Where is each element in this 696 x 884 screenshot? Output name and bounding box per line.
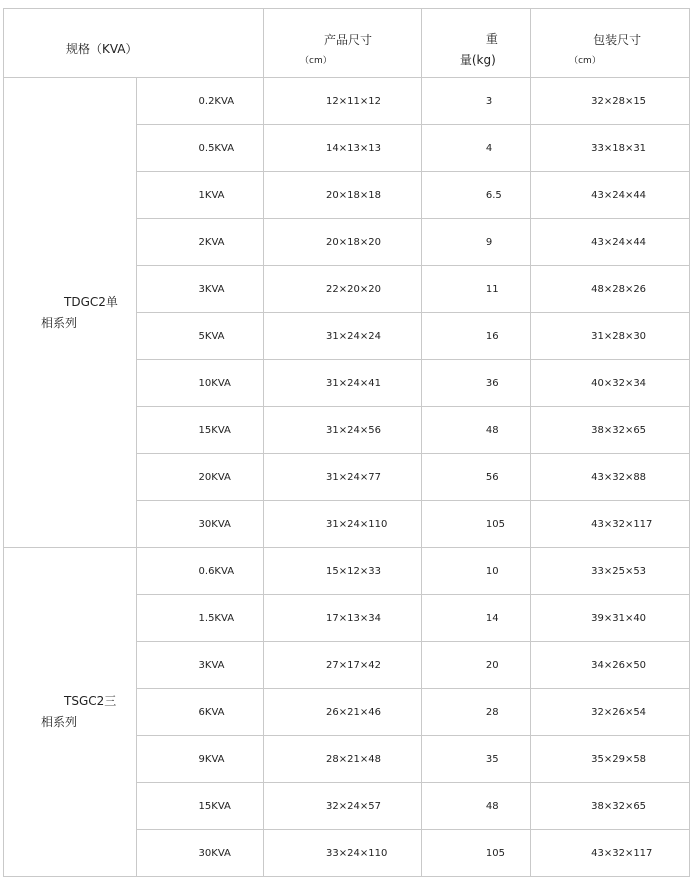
pack-cell: 35×29×58 (531, 736, 690, 783)
spec-table (3, 8, 690, 877)
size-cell: 15×12×33 (264, 548, 422, 595)
size-cell: 31×24×77 (264, 454, 422, 501)
header-spec-label: 规格（KVA） (66, 42, 138, 56)
weight-cell: 48 (421, 407, 530, 454)
pack-cell: 38×32×65 (531, 407, 690, 454)
pack-cell: 31×28×30 (531, 313, 690, 360)
table-row (4, 78, 690, 125)
table-row (4, 548, 690, 595)
pack-cell: 43×32×117 (531, 501, 690, 548)
weight-cell: 48 (421, 783, 530, 830)
header-package-size (531, 9, 690, 78)
pack-cell: 40×32×34 (531, 360, 690, 407)
pack-cell: 43×24×44 (531, 172, 690, 219)
model-cell: 30KVA (136, 501, 263, 548)
pack-cell: 39×31×40 (531, 595, 690, 642)
weight-cell: 10 (421, 548, 530, 595)
header-weight (421, 9, 530, 78)
pack-cell: 38×32×65 (531, 783, 690, 830)
weight-cell: 105 (421, 501, 530, 548)
size-cell: 12×11×12 (264, 78, 422, 125)
weight-cell: 20 (421, 642, 530, 689)
weight-cell: 28 (421, 689, 530, 736)
pack-cell: 34×26×50 (531, 642, 690, 689)
weight-cell: 16 (421, 313, 530, 360)
size-cell: 26×21×46 (264, 689, 422, 736)
header-row (4, 9, 690, 78)
weight-cell: 9 (421, 219, 530, 266)
size-cell: 31×24×41 (264, 360, 422, 407)
model-cell: 1KVA (136, 172, 263, 219)
size-cell: 31×24×24 (264, 313, 422, 360)
size-cell: 14×13×13 (264, 125, 422, 172)
size-cell: 22×20×20 (264, 266, 422, 313)
model-cell: 3KVA (136, 266, 263, 313)
model-cell: 9KVA (136, 736, 263, 783)
model-cell: 15KVA (136, 407, 263, 454)
header-weight-line1: 重 (485, 31, 498, 46)
pack-cell: 48×28×26 (531, 266, 690, 313)
model-cell: 10KVA (136, 360, 263, 407)
weight-cell: 6.5 (421, 172, 530, 219)
weight-cell: 56 (421, 454, 530, 501)
model-cell: 6KVA (136, 689, 263, 736)
size-cell: 31×24×110 (264, 501, 422, 548)
size-cell: 28×21×48 (264, 736, 422, 783)
pack-cell: 43×32×117 (531, 830, 690, 877)
weight-cell: 35 (421, 736, 530, 783)
pack-cell: 43×32×88 (531, 454, 690, 501)
series-name-line2: 相系列 (41, 715, 78, 729)
weight-cell: 3 (421, 78, 530, 125)
size-cell: 31×24×56 (264, 407, 422, 454)
model-cell: 0.2KVA (136, 78, 263, 125)
series-cell (4, 548, 137, 877)
spec-table-body (4, 9, 690, 877)
header-product-size (264, 9, 422, 78)
size-cell: 20×18×20 (264, 219, 422, 266)
header-product-size-label: 产品尺寸 (324, 33, 373, 47)
header-weight-line2: 量(kg) (459, 52, 496, 67)
model-cell: 2KVA (136, 219, 263, 266)
header-package-size-label: 包装尺寸 (593, 33, 642, 47)
series-name-line1: TDGC2单 (64, 294, 118, 309)
pack-cell: 32×26×54 (531, 689, 690, 736)
header-spec (4, 9, 264, 78)
model-cell: 3KVA (136, 642, 263, 689)
model-cell: 1.5KVA (136, 595, 263, 642)
series-cell (4, 78, 137, 548)
model-cell: 0.5KVA (136, 125, 263, 172)
size-cell: 17×13×34 (264, 595, 422, 642)
model-cell: 30KVA (136, 830, 263, 877)
size-cell: 27×17×42 (264, 642, 422, 689)
pack-cell: 33×25×53 (531, 548, 690, 595)
size-cell: 32×24×57 (264, 783, 422, 830)
header-product-size-unit: （cm） (300, 56, 332, 66)
header-package-size-unit: （cm） (569, 56, 601, 66)
model-cell: 0.6KVA (136, 548, 263, 595)
series-name-line2: 相系列 (41, 315, 78, 330)
weight-cell: 14 (421, 595, 530, 642)
model-cell: 15KVA (136, 783, 263, 830)
weight-cell: 4 (421, 125, 530, 172)
weight-cell: 36 (421, 360, 530, 407)
pack-cell: 43×24×44 (531, 219, 690, 266)
weight-cell: 105 (421, 830, 530, 877)
model-cell: 5KVA (136, 313, 263, 360)
model-cell: 20KVA (136, 454, 263, 501)
pack-cell: 32×28×15 (531, 78, 690, 125)
size-cell: 20×18×18 (264, 172, 422, 219)
size-cell: 33×24×110 (264, 830, 422, 877)
weight-cell: 11 (421, 266, 530, 313)
pack-cell: 33×18×31 (531, 125, 690, 172)
series-name-line1: TSGC2三 (64, 694, 117, 708)
